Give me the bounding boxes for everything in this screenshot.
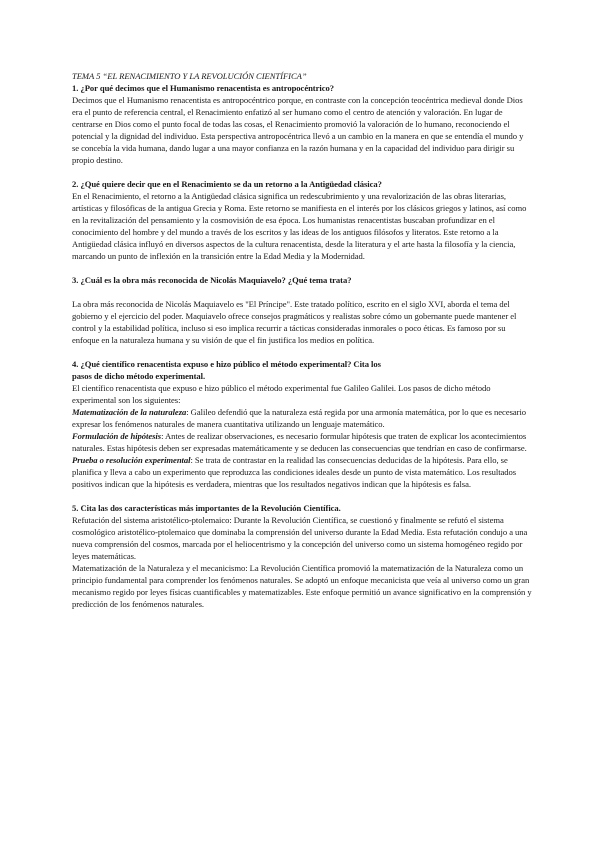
question-4-line-2: pasos de dicho método experimental. [72,371,206,381]
question-5: 5. Cita las dos características más importantes de la Revolución Científica. [72,503,341,513]
answer-5-part-2: Matematización de la Naturaleza y el mecanicismo: La Revolución Científica promovió la matematización de la Naturaleza como un principio fundamental para comprender los fenómenos naturales. Se adoptó un enfoque mecanicista que veía al universo como un gran mecanismo regido por leyes físicas cuantificables y matematizables. Este enfoque permitió un avance significativo en la comprensión y predicción de los fenómenos naturales. [72,563,532,609]
step-1-text: : Galileo defendió que la naturaleza está regida por una armonía matemática, por lo que es necesario expresar los fenómenos naturales de manera cuantitativa utilizando un lenguaje matemático. [72,407,527,429]
answer-5-part-1: Refutación del sistema aristotélico-ptolemaico: Durante la Revolución Científica, se cuestionó y finalmente se refutó el sistema cosmológico aristotélico-ptolemaico que dominaba la comprensión del universo durante la Edad Media. Esta refutación condujo a una nueva comprensión del cosmos, marcada por el heliocentrismo y la concepción del universo como un sistema homogéneo regido por leyes matemáticas. [72,515,528,561]
step-2-text: : Antes de realizar observaciones, es necesario formular hipótesis que traten de explicar los acontecimientos naturales. Estas hipótesis deben ser expresadas matemáticamente y se deducen las consecuencias que tendrían en caso de confirmarse. [72,431,527,453]
answer-4-step-2 [72,430,532,454]
spacer [72,346,532,358]
answer-3: La obra más reconocida de Nicolás Maquiavelo es "El Príncipe". Este tratado político, escrito en el siglo XVI, aborda el tema del gobierno y el ejercicio del poder. Maquiavelo ofrece consejos pragmáticos y realistas sobre cómo un gobernante puede mantener el control y la estabilidad política, incluso si eso implica recurrir a tácticas consideradas inmorales o poco éticas. Es famoso por su enfoque en la naturaleza humana y su visión de que el fin justifica los medios en política. [72,299,517,345]
document-title: TEMA 5 “EL RENACIMIENTO Y LA REVOLUCIÓN CIENTÍFICA” [72,71,307,81]
step-3-label: Prueba o resolución experimental [72,455,191,465]
spacer [72,286,532,298]
question-2: 2. ¿Qué quiere decir que en el Renacimiento se da un retorno a la Antigüedad clásica? [72,179,382,189]
question-3: 3. ¿Cuál es la obra más reconocida de Nicolás Maquiavelo? ¿Qué tema trata? [72,275,352,285]
answer-4-step-1 [72,406,532,430]
step-2-label: Formulación de hipótesis [72,431,162,441]
step-3-text: : Se trata de contrastar en la realidad las consecuencias deducidas de la hipótesis. Para ello, se planifica y lleva a cabo un experimento que reproduzca las condiciones ideales desde un punto de vista matemático. Los resultados positivos indican que la hipótesis es verdadera, mientras que los resultados negativos indican que la hipótesis es falsa. [72,455,517,489]
spacer [72,262,532,274]
question-4-line-1: 4. ¿Qué científico renacentista expuso e hizo público el método experimental? Cita los [72,359,381,369]
question-1: 1. ¿Por qué decimos que el Humanismo renacentista es antropocéntrico? [72,83,334,93]
answer-4-intro: El científico renacentista que expuso e hizo público el método experimental fue Galileo Galilei. Los pasos de dicho método experimental son los siguientes: [72,383,491,405]
answer-4-step-3 [72,454,532,490]
spacer [72,490,532,502]
answer-2: En el Renacimiento, el retorno a la Antigüedad clásica significa un redescubrimiento y una revalorización de las obras literarias, artísticas y filosóficas de la antigua Grecia y Roma. Este retorno se manifiesta en el interés por los clásicos griegos y latinos, así como en la revitalización del pensamiento y la cosmovisión de esa época. Los humanistas renacentistas buscaban profundizar en el conocimiento del hombre y del mundo a través de los escritos y las ideas de los antiguos filósofos y literatos. Este retorno a la Antigüedad clásica influyó en diversos aspectos de la cultura renacentista, desde la literatura y el arte hasta la filosofía y la ciencia, marcando un punto de inflexión en la transición entre la Edad Media y la Modernidad. [72,191,527,261]
document-page [72,70,532,610]
spacer [72,166,532,178]
answer-1: Decimos que el Humanismo renacentista es antropocéntrico porque, en contraste con la concepción teocéntrica medieval donde Dios era el punto de referencia central, el Renacimiento enfatizó al ser humano como el centro de atención y valoración. En lugar de centrarse en Dios como el punto focal de todas las cosas, el Renacimiento promovió la valoración de lo humano, reconociendo el potencial y la dignidad del individuo. Esta perspectiva antropocéntrica llevó a un cambio en la manera en que se entendía el mundo y se concebía la vida humana, dando lugar a una mayor confianza en la razón humana y en la capacidad del individuo para dirigir su propio destino. [72,95,524,165]
step-1-label: Matematización de la naturaleza [72,407,187,417]
